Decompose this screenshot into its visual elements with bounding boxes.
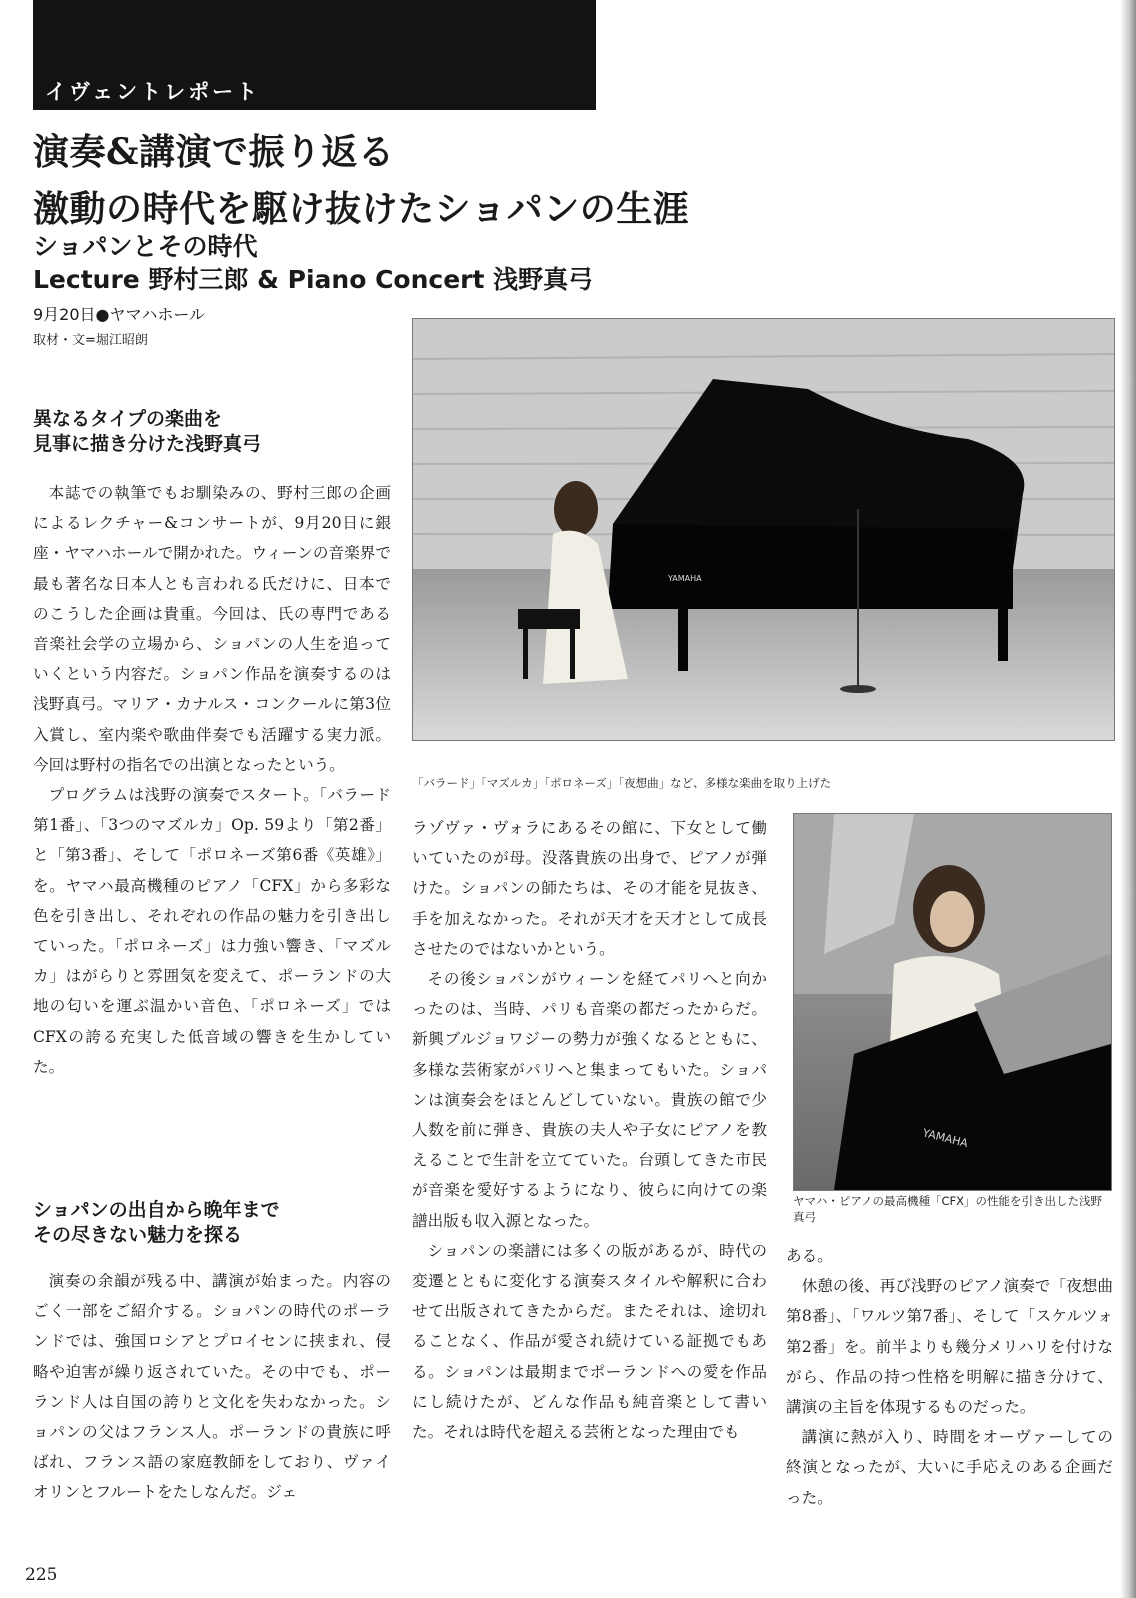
page-edge-shadow	[1120, 0, 1136, 1598]
body-paragraph: 本誌での執筆でもお馴染みの、野村三郎の企画によるレクチャー&コンサートが、9月20日に銀座・ヤマハホールで開かれた。ウィーンの音楽界で最も著名な日本人とも言われる氏だけに、日本でのこうした企画は貴重。今回は、氏の専門である音楽社会学の立場から、ショパンの人生を追っていくという内容だ。ショパン作品を演奏するのは浅野真弓。マリア・カナルス・コンクールに第3位入賞し、室内楽や歌曲伴奏でも活躍する実力派。今回は野村の指名での出演となったという。	[33, 484, 391, 774]
title-line-1: 演奏&講演で振り返る	[33, 131, 395, 173]
second-photo-caption: ヤマハ・ピアノの最高機種「CFX」の性能を引き出した浅野真弓	[793, 1194, 1102, 1224]
column-1-lower	[33, 1266, 391, 1508]
body-paragraph: ラゾヴァ・ヴォラにあるその館に、下女として働いていたのが母。没落貴族の出身で、ピアノが弾けた。ショパンの師たちは、その才能を見抜き、手を加えなかった。それが天才を天才として成長させたのではないかという。	[412, 819, 767, 958]
column-2	[412, 813, 767, 1447]
page-number: 225	[25, 1565, 58, 1585]
date-venue: 9月20日●ヤマハホール	[33, 305, 206, 324]
subtitle-line-2: Lecture 野村三郎 & Piano Concert 浅野真弓	[33, 265, 594, 294]
body-paragraph: 演奏の余韻が残る中、講演が始まった。内容のごく一部をご紹介する。ショパンの時代のポーランドでは、強国ロシアとプロイセンに挟まれ、侵略や迫害が繰り返されていた。その中でも、ポーランド人は自国の誇りと文化を失わなかった。ショパンの父はフランス人。ポーランドの貴族に呼ばれ、フランス語の家庭教師をしており、ヴァイオリンとフルートをたしなんだ。ジェ	[33, 1272, 391, 1502]
body-paragraph: 講演に熱が入り、時間をオーヴァーしての終演となったが、大いに手応えのある企画だった。	[786, 1428, 1113, 1507]
heading-1-line-2: 見事に描き分けた浅野真弓	[33, 433, 262, 455]
column-3	[786, 1241, 1113, 1513]
heading-2-line-2: その尽きない魅力を探る	[33, 1224, 243, 1246]
piano-brand: YAMAHA	[921, 1126, 970, 1151]
bench-leg	[570, 629, 575, 679]
article-title	[33, 124, 1113, 238]
heading-2-line-1: ショパンの出自から晩年まで	[33, 1199, 280, 1221]
piano-performance-illustration	[413, 319, 1114, 740]
pianist-closeup-illustration	[794, 814, 1111, 1190]
body-paragraph: ある。	[786, 1247, 833, 1265]
body-paragraph: プログラムは浅野の演奏でスタート。「バラード第1番」、「3つのマズルカ」Op. 59より「第2番」と「第3番」、そして「ポロネーズ第6番《英雄》」を。ヤマハ最高機種のピアノ「CFX」から多彩な色を引き出し、それぞれの作品の魅力を引き出していった。「ポロネーズ」は力強い響き、「マズルカ」はがらりと雰囲気を変えて、ポーランドの大地の匂いを運ぶ温かい音色、「ポロネーズ」ではCFXの誇る充実した低音域の響きを生かしていた。	[33, 786, 391, 1076]
piano-body	[608, 524, 1013, 609]
piano-leg	[998, 601, 1008, 661]
section-heading-2	[33, 1198, 403, 1248]
heading-1-line-1: 異なるタイプの楽曲を	[33, 408, 223, 430]
main-photo-caption: 「バラード」「マズルカ」「ポロネーズ」「夜想曲」など、多様な楽曲を取り上げた	[412, 776, 832, 790]
pianist-closeup-photo	[793, 813, 1112, 1191]
piano-brand: YAMAHA	[668, 574, 702, 583]
section-label: イヴェントレポート	[45, 80, 261, 104]
section-heading-1	[33, 407, 403, 457]
article-subtitle	[33, 230, 1113, 296]
author-credit: 取材・文=堀江昭朗	[33, 333, 148, 348]
column-1-upper	[33, 478, 391, 1082]
concert-photo	[412, 318, 1115, 741]
pianist-face	[930, 891, 974, 947]
microphone-base	[840, 685, 876, 693]
subtitle-line-1: ショパンとその時代	[33, 232, 258, 261]
body-paragraph: 休憩の後、再び浅野のピアノ演奏で「夜想曲第8番」、「ワルツ第7番」、そして「スケルツォ第2番」を。前半よりも幾分メリハリを付けながら、作品の持つ性格を明解に描き分けて、講演の主旨を体現するものだった。	[786, 1277, 1113, 1417]
piano-leg	[678, 609, 688, 671]
piano-bench	[518, 609, 580, 629]
title-line-2: 激動の時代を駆け抜けたショパンの生涯	[33, 188, 690, 230]
pianist-hair	[554, 481, 598, 537]
body-paragraph: ショパンの楽譜には多くの版があるが、時代の変遷とともに変化する演奏スタイルや解釈に合わせて出版されてきたからだ。またそれは、途切れることなく、作品が愛され続けている証拠でもある。ショパンは最期までポーランドへの愛を作品にし続けたが、どんな作品も純音楽として書いた。それは時代を超える芸術となった理由でも	[412, 1241, 767, 1442]
body-paragraph: その後ショパンがウィーンを経てパリへと向かったのは、当時、パリも音楽の都だったからだ。新興ブルジョワジーの勢力が強くなるとともに、多様な芸術家がパリへと集まってもいた。ショパンは演奏会をほとんどしていない。貴族の館で少人数を前に弾き、貴族の夫人や子女にピアノを教えることで生計を立てていた。台頭してきた市民が音楽を愛好するようになり、彼らに向けての楽譜出版も収入源となった。	[412, 970, 767, 1230]
bench-leg	[523, 629, 528, 679]
